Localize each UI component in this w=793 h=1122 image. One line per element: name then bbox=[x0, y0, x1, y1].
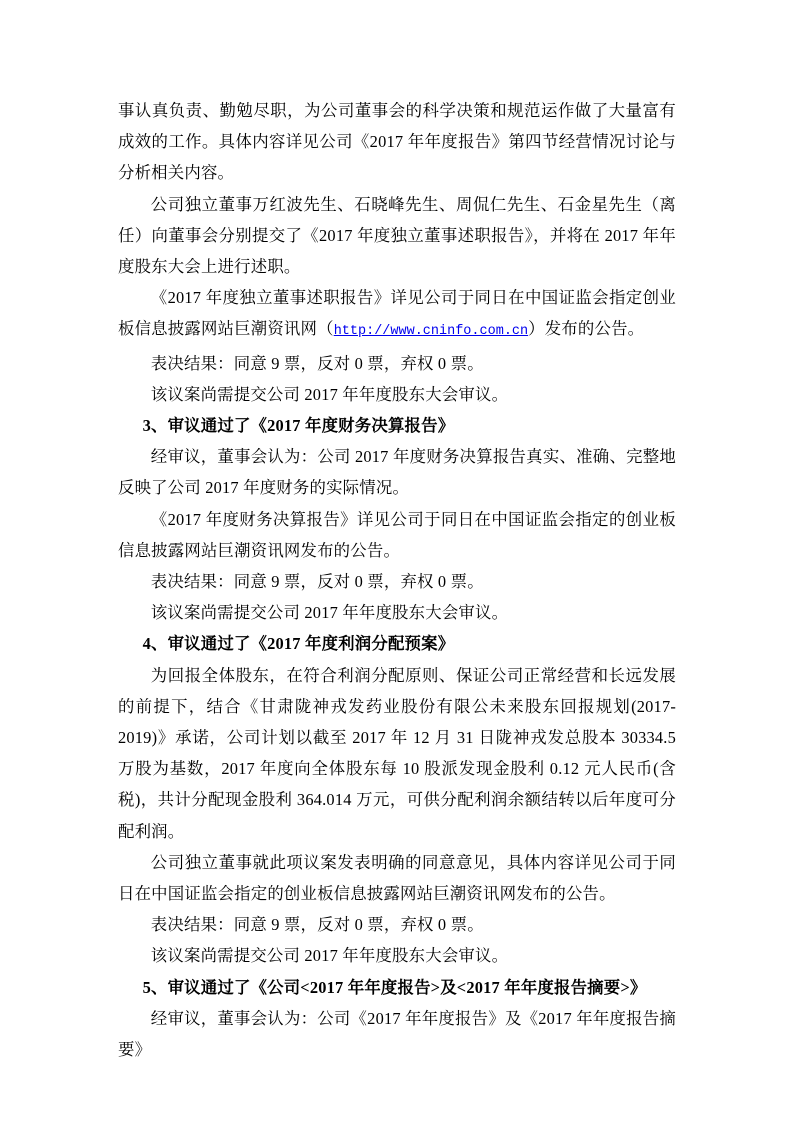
submit-to-agm-line-item2: 该议案尚需提交公司 2017 年年度股东大会审议。 bbox=[150, 384, 509, 404]
paragraph-financial-report-opinion: 经审议，董事会认为：公司 2017 年度财务决算报告真实、准确、完整地反映了公司 2017 年度财务的实际情况。 bbox=[118, 447, 676, 498]
paragraph-financial-report-disclosure: 《2017 年度财务决算报告》详见公司于同日在中国证监会指定的创业板信息披露网站巨潮资讯网发布的公告。 bbox=[118, 509, 676, 560]
submit-to-agm-line-item4: 该议案尚需提交公司 2017 年年度股东大会审议。 bbox=[150, 946, 509, 966]
paragraph-independent-directors-opinion: 公司独立董事就此项议案发表明确的同意意见，具体内容详见公司于同日在中国证监会指定的创业板信息披露网站巨潮资讯网发布的公告。 bbox=[118, 852, 676, 904]
paragraph-annual-report-opinion: 经审议，董事会认为：公司《2017 年年度报告》及《2017 年年度报告摘要》 bbox=[118, 1008, 676, 1060]
heading-item-3: 3、审议通过了《2017 年度财务决算报告》 bbox=[142, 416, 455, 436]
link-paragraph-suffix: ）发布的公告。 bbox=[528, 319, 645, 339]
heading-item-5: 5、审议通过了《公司<2017 年年度报告>及<2017 年年度报告摘要>》 bbox=[142, 977, 647, 997]
paragraph-disclosure-with-link bbox=[118, 282, 676, 347]
paragraph-prior-page-continuation: 事认真负责、勤勉尽职，为公司董事会的科学决策和规范运作做了大量富有成效的工作。具体内容详见公司《2017 年年度报告》第四节经营情况讨论与分析相关内容。 bbox=[118, 101, 676, 183]
vote-result-line-item4: 表决结果：同意 9 票，反对 0 票，弃权 0 票。 bbox=[150, 915, 484, 935]
link-paragraph-prefix: 《2017 年度独立董事述职报告》详见公司于同日在中国证监会指定创业板信息披露网站巨潮资讯网（ bbox=[118, 288, 676, 339]
paragraph-independent-directors-reports: 公司独立董事万红波先生、石晓峰先生、周侃仁先生、石金星先生（离任）向董事会分别提交了《2017 年度独立董事述职报告》，并将在 2017 年年度股东大会上进行述职。 bbox=[118, 194, 676, 277]
submit-to-agm-line-item3: 该议案尚需提交公司 2017 年年度股东大会审议。 bbox=[150, 603, 509, 623]
heading-item-4: 4、审议通过了《2017 年度利润分配预案》 bbox=[142, 634, 455, 654]
vote-result-line-item3: 表决结果：同意 9 票，反对 0 票，弃权 0 票。 bbox=[150, 572, 484, 592]
cninfo-link[interactable]: http://www.cninfo.com.cn bbox=[333, 324, 529, 340]
vote-result-line-item2: 表决结果：同意 9 票，反对 0 票，弃权 0 票。 bbox=[150, 353, 484, 373]
paragraph-profit-distribution-plan: 为回报全体股东，在符合利润分配原则、保证公司正常经营和长远发展的前提下，结合《甘肃陇神戎发药业股份有限公未来股东回报规划(2017-2019)》承诺，公司计划以截至 2017 年 12 月 31 日陇神戎发总股本 30334.5 万股为基数，2017 年度向全体股东每 10 股派发现金股利 0.12 元人民币(含税)，共计分配现金股利 364.014 万元，可供分配利润余额结转以后年度可分配利润。 bbox=[118, 665, 676, 841]
